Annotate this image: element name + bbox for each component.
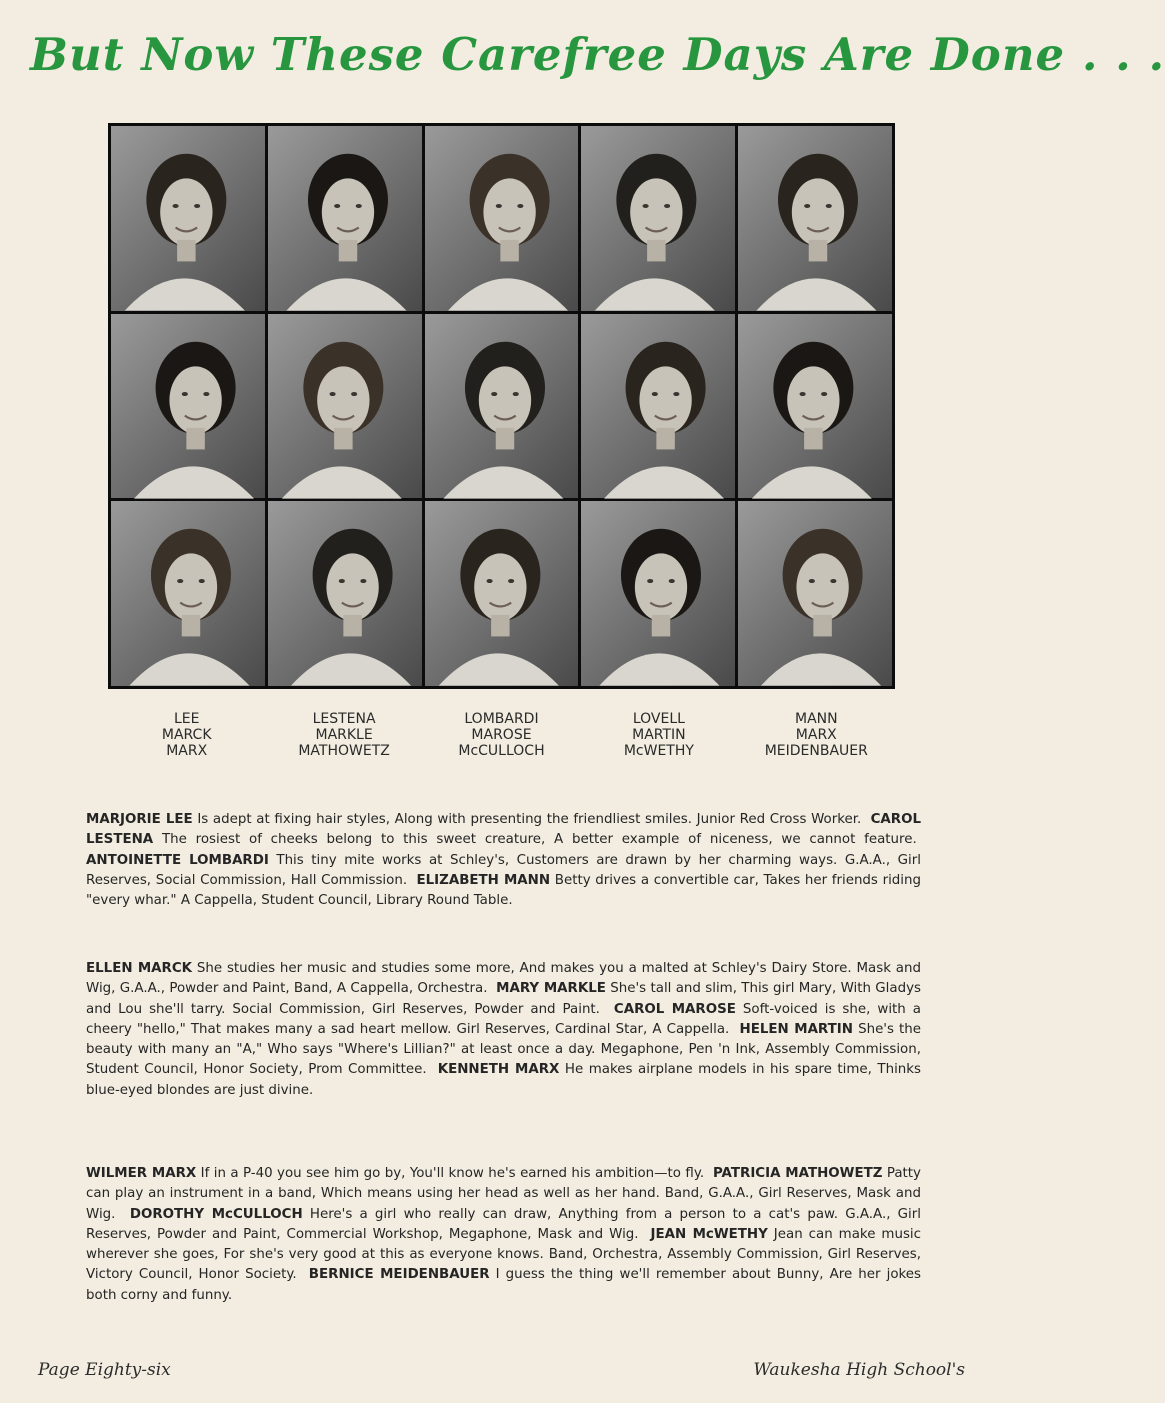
student-bio: Patty can play an instrument in a band, Which means using her head as well as her hand. Band, G.A.A., Girl Reserves, Mask and Wig. (86, 1166, 921, 1222)
portrait-silhouette (425, 314, 579, 499)
portrait-mathowetz (268, 501, 422, 686)
portrait-lovell (581, 126, 735, 311)
student-bio: This tiny mite works at Schley's, Customers are drawn by her charming ways. G.A.A., Girl Reserves, Social Commission, Hall Commission. (86, 852, 921, 888)
portrait-silhouette (111, 314, 265, 499)
student-bio: The rosiest of cheeks belong to this sweet creature, A better example of niceness, we cannot feature. (161, 832, 917, 848)
student-name: WILMER MARX (86, 1166, 197, 1181)
portrait-silhouette (581, 314, 735, 499)
student-bio: Jean can make music wherever she goes, For she's very good at this as everyone knows. Band, Orchestra, Assembly Commission, Girl Reserves, Victory Council, Honor Society. (86, 1226, 922, 1283)
bio-paragraph (86, 1164, 921, 1306)
caption-column (738, 711, 895, 759)
caption-name: LEE (173, 711, 200, 727)
student-name: ELIZABETH MANN (416, 872, 551, 888)
student-name: ANTOINETTE LOMBARDI (86, 852, 269, 868)
portrait-silhouette (268, 126, 422, 311)
portrait-marose (425, 314, 579, 499)
student-name: JEAN McWETHY (650, 1226, 768, 1242)
student-name: MARJORIE LEE (86, 812, 193, 827)
caption-column (265, 711, 422, 759)
portrait-silhouette (425, 126, 579, 311)
student-name: DOROTHY McCULLOCH (129, 1206, 303, 1222)
student-name: BERNICE MEIDENBAUER (308, 1267, 490, 1283)
school-name: Waukesha High School's (753, 1360, 965, 1380)
student-bio: I guess the thing we'll remember about Bunny, Are her jokes both corny and funny. (86, 1267, 922, 1303)
caption-name: LOVELL (632, 711, 685, 727)
caption-name: MEIDENBAUER (764, 743, 868, 759)
caption-column (108, 711, 265, 759)
portrait-silhouette (268, 314, 422, 499)
portrait-mcwethy (581, 501, 735, 686)
caption-column (580, 711, 737, 759)
caption-name: MATHOWETZ (298, 743, 390, 759)
caption-name: LOMBARDI (464, 711, 539, 727)
student-bio: Soft-voiced is she, with a cheery "hello," That makes many a sad heart mellow. Girl Reserves, Cardinal Star, A Cappella. (86, 1001, 921, 1037)
portrait-silhouette (111, 501, 265, 686)
portrait-meidenbauer (738, 501, 892, 686)
caption-name: MARCK (161, 727, 212, 743)
portrait-lee (111, 126, 265, 311)
page-headline: But Now These Carefree Days Are Done . . . (30, 28, 1165, 81)
caption-name: McCULLOCH (458, 743, 545, 759)
portrait-marck (111, 314, 265, 499)
student-bio: Betty drives a convertible car, Takes her friends riding "every whar." A Cappella, Student Council, Library Round Table. (86, 872, 922, 909)
portrait-lombardi (425, 126, 579, 311)
student-bio: He makes airplane models in his spare time, Thinks blue-eyed blondes are just divine. (86, 1062, 922, 1098)
student-bio: Is adept at fixing hair styles, Along with presenting the friendliest smiles. Junior Red Cross Worker. (197, 812, 862, 827)
portrait-mann (738, 126, 892, 311)
portrait-grid (108, 123, 895, 689)
caption-name: MARKLE (315, 727, 373, 743)
caption-name: LESTENA (312, 711, 376, 727)
page-number: Page Eighty-six (38, 1360, 171, 1380)
portrait-silhouette (738, 314, 892, 499)
caption-name: MAROSE (471, 727, 532, 743)
caption-column (423, 711, 580, 759)
caption-name: MARX (166, 743, 208, 759)
student-name: MARY MARKLE (496, 981, 606, 997)
portrait-silhouette (738, 126, 892, 311)
student-name: PATRICIA MATHOWETZ (712, 1166, 883, 1181)
caption-name: MANN (794, 711, 838, 727)
caption-name: MARX (795, 727, 837, 743)
student-name: KENNETH MARX (437, 1062, 560, 1078)
student-name: ELLEN MARCK (86, 961, 193, 976)
caption-name: McWETHY (623, 743, 694, 759)
portrait-silhouette (268, 501, 422, 686)
student-bio: Here's a girl who really can draw, Anything from a person to a cat's paw. G.A.A., Girl Reserves, Powder and Paint, Commercial Workshop, Megaphone, Mask and Wig. (86, 1206, 922, 1242)
student-name: CAROL LESTENA (86, 812, 922, 848)
portrait-silhouette (111, 126, 265, 311)
caption-name: MARTIN (632, 727, 686, 743)
portrait-silhouette (581, 126, 735, 311)
portrait-silhouette (738, 501, 892, 686)
portrait-kenneth-marx (738, 314, 892, 499)
portrait-markle (268, 314, 422, 499)
portrait-mcculloch (425, 501, 579, 686)
student-name: CAROL MAROSE (613, 1001, 736, 1017)
portrait-wilmer-marx (111, 501, 265, 686)
student-name: HELEN MARTIN (739, 1021, 853, 1037)
bio-paragraph (86, 810, 921, 911)
bio-paragraph (86, 959, 921, 1101)
student-bio: She's the beauty with many an "A," Who says "Where's Lillian?" at least once a day. Megaphone, Pen 'n Ink, Assembly Commission, Student Council, Honor Society, Prom Committee. (86, 1021, 922, 1078)
student-bio: She studies her music and studies some more, And makes you a malted at Schley's Dairy Store. Mask and Wig, G.A.A., Powder and Paint, Band, A Cappella, Orchestra. (86, 961, 921, 997)
name-captions (108, 711, 895, 759)
portrait-silhouette (425, 501, 579, 686)
student-bio: She's tall and slim, This girl Mary, With Gladys and Lou she'll tarry. Social Commission, Girl Reserves, Powder and Paint. (86, 981, 922, 1017)
portrait-silhouette (581, 501, 735, 686)
portrait-martin (581, 314, 735, 499)
student-bio: If in a P-40 you see him go by, You'll know he's earned his ambition—to fly. (200, 1166, 705, 1181)
portrait-lestena (268, 126, 422, 311)
